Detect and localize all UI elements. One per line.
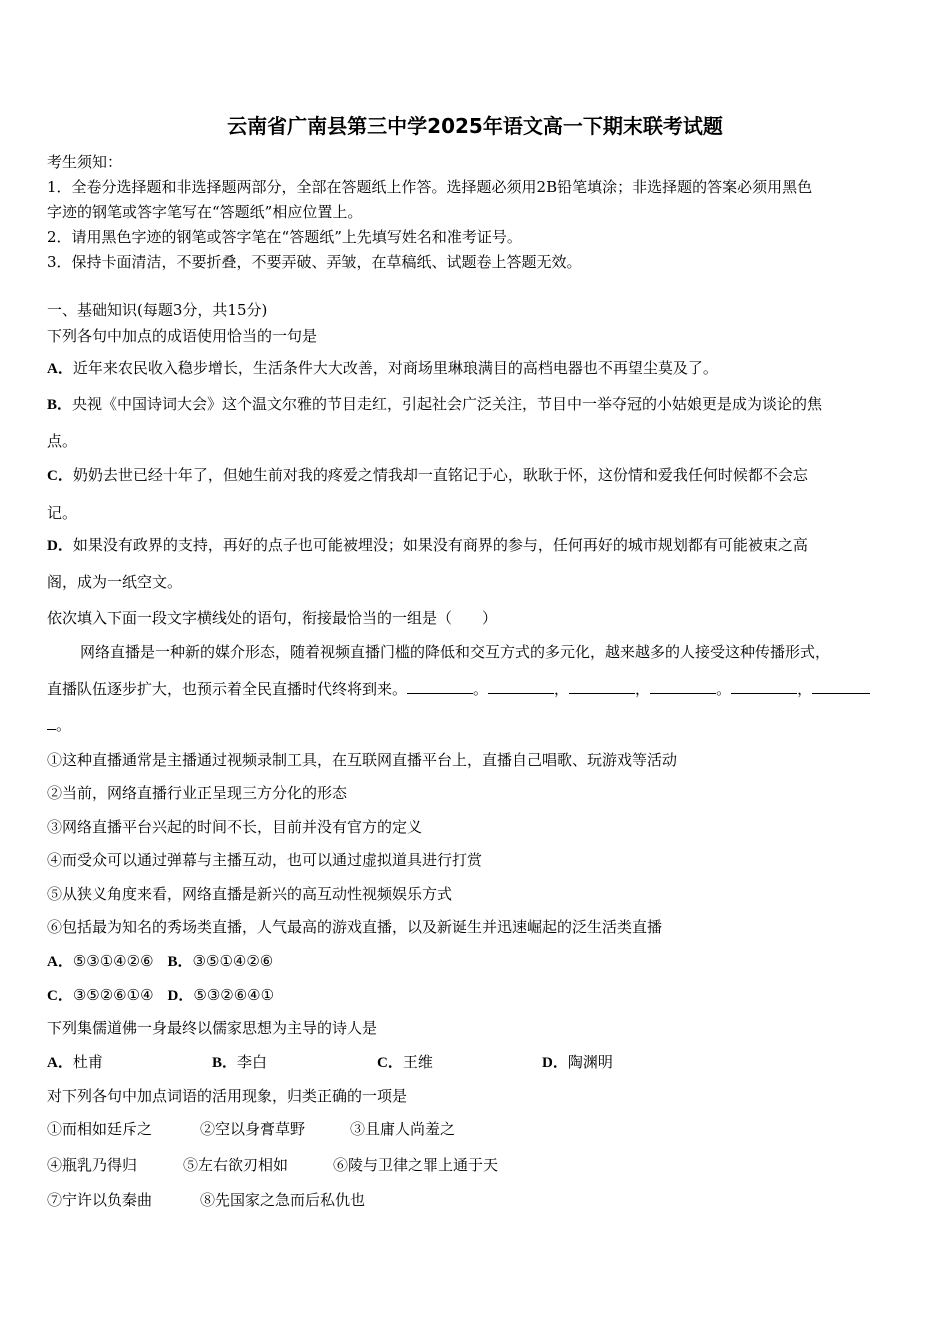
passage-text: 直播队伍逐步扩大，也预示着全民直播时代终将到来。	[47, 680, 408, 698]
separator: 。	[716, 680, 732, 698]
separator: 。	[56, 716, 72, 734]
q1-option-d	[47, 534, 909, 557]
option-label: D．	[167, 988, 194, 1004]
q1-option-d-cont: 阁，成为一纸空文。	[47, 573, 183, 591]
separator: ，	[635, 680, 651, 698]
q2-sentence: ②当前，网络直播行业正呈现三方分化的形态	[47, 784, 348, 802]
fill-blank	[488, 679, 554, 694]
notice-item-3: 3．保持卡面清洁，不要折叠，不要弄破、弄皱，在草稿纸、试题卷上答题无效。	[47, 253, 582, 271]
q4-item: ③且庸人尚羞之	[350, 1120, 456, 1138]
q4-item: ④瓶乳乃得归	[47, 1156, 138, 1174]
notice-heading: 考生须知：	[47, 153, 123, 171]
option-label: B．	[212, 1055, 238, 1071]
option-text: 王维	[402, 1053, 433, 1071]
q4-stem: 对下列各句中加点词语的活用现象，归类正确的一项是	[47, 1087, 408, 1105]
option-label: B．	[167, 954, 193, 970]
option-text: 杜甫	[72, 1053, 103, 1071]
q2-options-row-1	[47, 950, 909, 973]
q4-item: ⑦宁许以负秦曲	[47, 1191, 153, 1209]
fill-blank	[407, 679, 473, 694]
option-label: A．	[47, 954, 73, 970]
q3-option-c	[377, 1051, 433, 1074]
q2-passage-line-3	[47, 714, 909, 736]
page-title: 云南省广南县第三中学2025年语文高一下期末联考试题	[227, 114, 723, 138]
q2-sentence: ①这种直播通常是主播通过视频录制工具，在互联网直播平台上，直播自己唱歌、玩游戏等活动	[47, 751, 678, 769]
option-label: A．	[47, 1055, 73, 1071]
q4-item: ②空以身膏草野	[200, 1120, 306, 1138]
q1-option-b-cont: 点。	[47, 432, 78, 450]
q2-sentence: ③网络直播平台兴起的时间不长，目前并没有官方的定义	[47, 818, 423, 836]
q4-item: ⑧先国家之急而后私仇也	[200, 1191, 366, 1209]
option-label: D．	[47, 538, 73, 554]
q4-item: ⑤左右欲刃相如	[183, 1156, 289, 1174]
q2-sentence: ④而受众可以通过弹幕与主播互动，也可以通过虚拟道具进行打赏	[47, 851, 483, 869]
q1-option-b	[47, 393, 909, 416]
option-text: ⑤③②⑥④①	[193, 986, 275, 1004]
fill-blank	[650, 679, 716, 694]
q4-item: ⑥陵与卫律之罪上通于天	[333, 1156, 499, 1174]
separator: ，	[797, 680, 813, 698]
option-label: B．	[47, 397, 73, 413]
fill-blank	[569, 679, 635, 694]
q2-sentence: ⑤从狭义角度来看，网络直播是新兴的高互动性视频娱乐方式	[47, 885, 453, 903]
q1-option-a	[47, 357, 909, 380]
separator: ，	[554, 680, 570, 698]
q2-sentence: ⑥包括最为知名的秀场类直播，人气最高的游戏直播，以及新诞生并迅速崛起的泛生活类直播	[47, 918, 663, 936]
section-heading: 一、基础知识(每题3分，共15分)	[47, 301, 268, 319]
q4-items-row-1	[47, 1118, 909, 1140]
notice-item-1-cont: 字迹的钢笔或答字笔写在“答题纸”相应位置上。	[47, 203, 363, 221]
option-text: 李白	[237, 1053, 268, 1071]
option-text: ③⑤①④②⑥	[192, 952, 274, 970]
q1-stem: 下列各句中加点的成语使用恰当的一句是	[47, 327, 318, 345]
q3-options	[47, 1051, 909, 1073]
q4-items-row-2	[47, 1154, 909, 1176]
separator: 。	[473, 680, 489, 698]
q4-item: ①而相如廷斥之	[47, 1120, 153, 1138]
option-text: ③⑤②⑥①④	[72, 986, 154, 1004]
option-text: 央视《中国诗词大会》这个温文尔雅的节目走红，引起社会广泛关注，节目中一举夺冠的小姑娘更是成为谈论的焦	[72, 395, 823, 413]
q3-option-d	[542, 1051, 613, 1074]
q1-option-c-cont: 记。	[47, 504, 78, 522]
notice-item-1: 1．全卷分选择题和非选择题两部分，全部在答题纸上作答。选择题必须用2B铅笔填涂；非选择题的答案必须用黑色	[47, 178, 813, 196]
q4-items-row-3	[47, 1189, 909, 1211]
q1-option-c	[47, 464, 909, 487]
option-label: C．	[47, 468, 73, 484]
fill-blank	[47, 715, 56, 730]
option-text: 如果没有政界的支持，再好的点子也可能被埋没；如果没有商界的参与，任何再好的城市规划都有可能被束之高	[72, 536, 808, 554]
option-text: ⑤③①④②⑥	[72, 952, 154, 970]
q2-options-row-2	[47, 984, 909, 1007]
q3-stem: 下列集儒道佛一身最终以儒家思想为主导的诗人是	[47, 1019, 378, 1037]
option-text: 陶渊明	[567, 1053, 613, 1071]
option-label: A．	[47, 361, 73, 377]
q2-stem: 依次填入下面一段文字横线处的语句，衔接最恰当的一组是（ ）	[47, 609, 498, 627]
option-text: 近年来农民收入稳步增长，生活条件大大改善，对商场里琳琅满目的高档电器也不再望尘莫及了。	[72, 359, 718, 377]
option-label: C．	[47, 988, 73, 1004]
fill-blank	[812, 679, 870, 694]
option-text: 奶奶去世已经十年了，但她生前对我的疼爱之情我却一直铭记于心，耿耿于怀，这份情和爱我任何时候都不会忘	[72, 466, 808, 484]
option-label: D．	[542, 1055, 568, 1071]
q2-passage-line-1: 网络直播是一种新的媒介形态，随着视频直播门槛的降低和交互方式的多元化，越来越多的人接受这种传播形式，	[80, 643, 831, 661]
option-label: C．	[377, 1055, 403, 1071]
q2-passage-line-2	[47, 678, 909, 700]
fill-blank	[731, 679, 797, 694]
q3-option-b	[212, 1051, 267, 1074]
q3-option-a	[47, 1051, 103, 1074]
notice-item-2: 2．请用黑色字迹的钢笔或答字笔在“答题纸”上先填写姓名和准考证号。	[47, 228, 522, 246]
